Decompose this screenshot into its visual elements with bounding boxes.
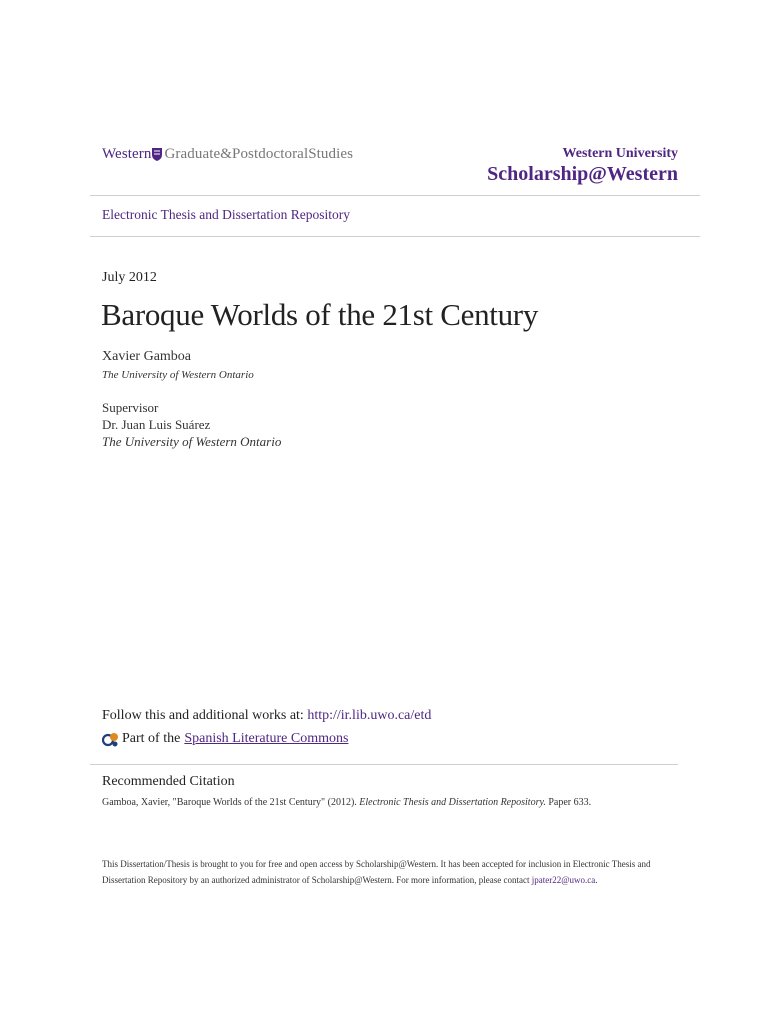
document-title: Baroque Worlds of the 21st Century bbox=[101, 297, 539, 332]
citation-text bbox=[102, 797, 591, 808]
repository-link[interactable]: Electronic Thesis and Dissertation Repository bbox=[102, 207, 350, 222]
access-notice-text: This Dissertation/Thesis is brought to you for free and open access by Scholarship@Western. It has been accepted for inclusion in Electronic Thesis and Dissertation Repository by an authorized administrator of Scholarship@Western. For more information, please contact bbox=[102, 859, 651, 885]
spanish-literature-commons-link[interactable]: Spanish Literature Commons bbox=[184, 731, 349, 746]
citation-journal: Electronic Thesis and Dissertation Repository. bbox=[359, 797, 546, 808]
follow-text: Follow this and additional works at: bbox=[102, 708, 308, 723]
supervisor-institution: The University of Western Ontario bbox=[102, 434, 282, 449]
recommended-citation-heading: Recommended Citation bbox=[102, 774, 235, 789]
supervisor-name: Dr. Juan Luis Suárez bbox=[102, 417, 211, 432]
access-notice-end: . bbox=[595, 875, 598, 885]
publication-date: July 2012 bbox=[102, 270, 157, 285]
contact-email-link[interactable]: jpater22@uwo.ca bbox=[531, 875, 596, 885]
citation-paper: Paper 633. bbox=[545, 797, 592, 808]
network-commons-icon bbox=[102, 730, 120, 748]
logo-western-text: Western bbox=[102, 145, 152, 162]
part-of-line bbox=[102, 730, 348, 748]
graduate-studies-logo[interactable] bbox=[102, 145, 353, 163]
supervisor-label: Supervisor bbox=[102, 400, 159, 415]
divider bbox=[90, 195, 700, 196]
divider bbox=[90, 764, 678, 765]
brand-scholarship: Scholarship@Western bbox=[487, 163, 678, 185]
part-of-text: Part of the bbox=[122, 731, 181, 746]
follow-line bbox=[102, 708, 431, 724]
citation-main: Gamboa, Xavier, "Baroque Worlds of the 21st Century" (2012). bbox=[102, 797, 360, 808]
access-notice bbox=[102, 856, 662, 888]
scholarship-brand[interactable] bbox=[487, 146, 678, 186]
author-name: Xavier Gamboa bbox=[102, 349, 192, 364]
brand-university: Western University bbox=[562, 146, 678, 161]
follow-url-link[interactable]: http://ir.lib.uwo.ca/etd bbox=[307, 708, 432, 723]
logo-graduate-text: Graduate&PostdoctoralStudies bbox=[164, 145, 354, 162]
author-institution: The University of Western Ontario bbox=[102, 369, 254, 381]
crest-icon bbox=[152, 148, 162, 161]
divider bbox=[90, 236, 700, 237]
